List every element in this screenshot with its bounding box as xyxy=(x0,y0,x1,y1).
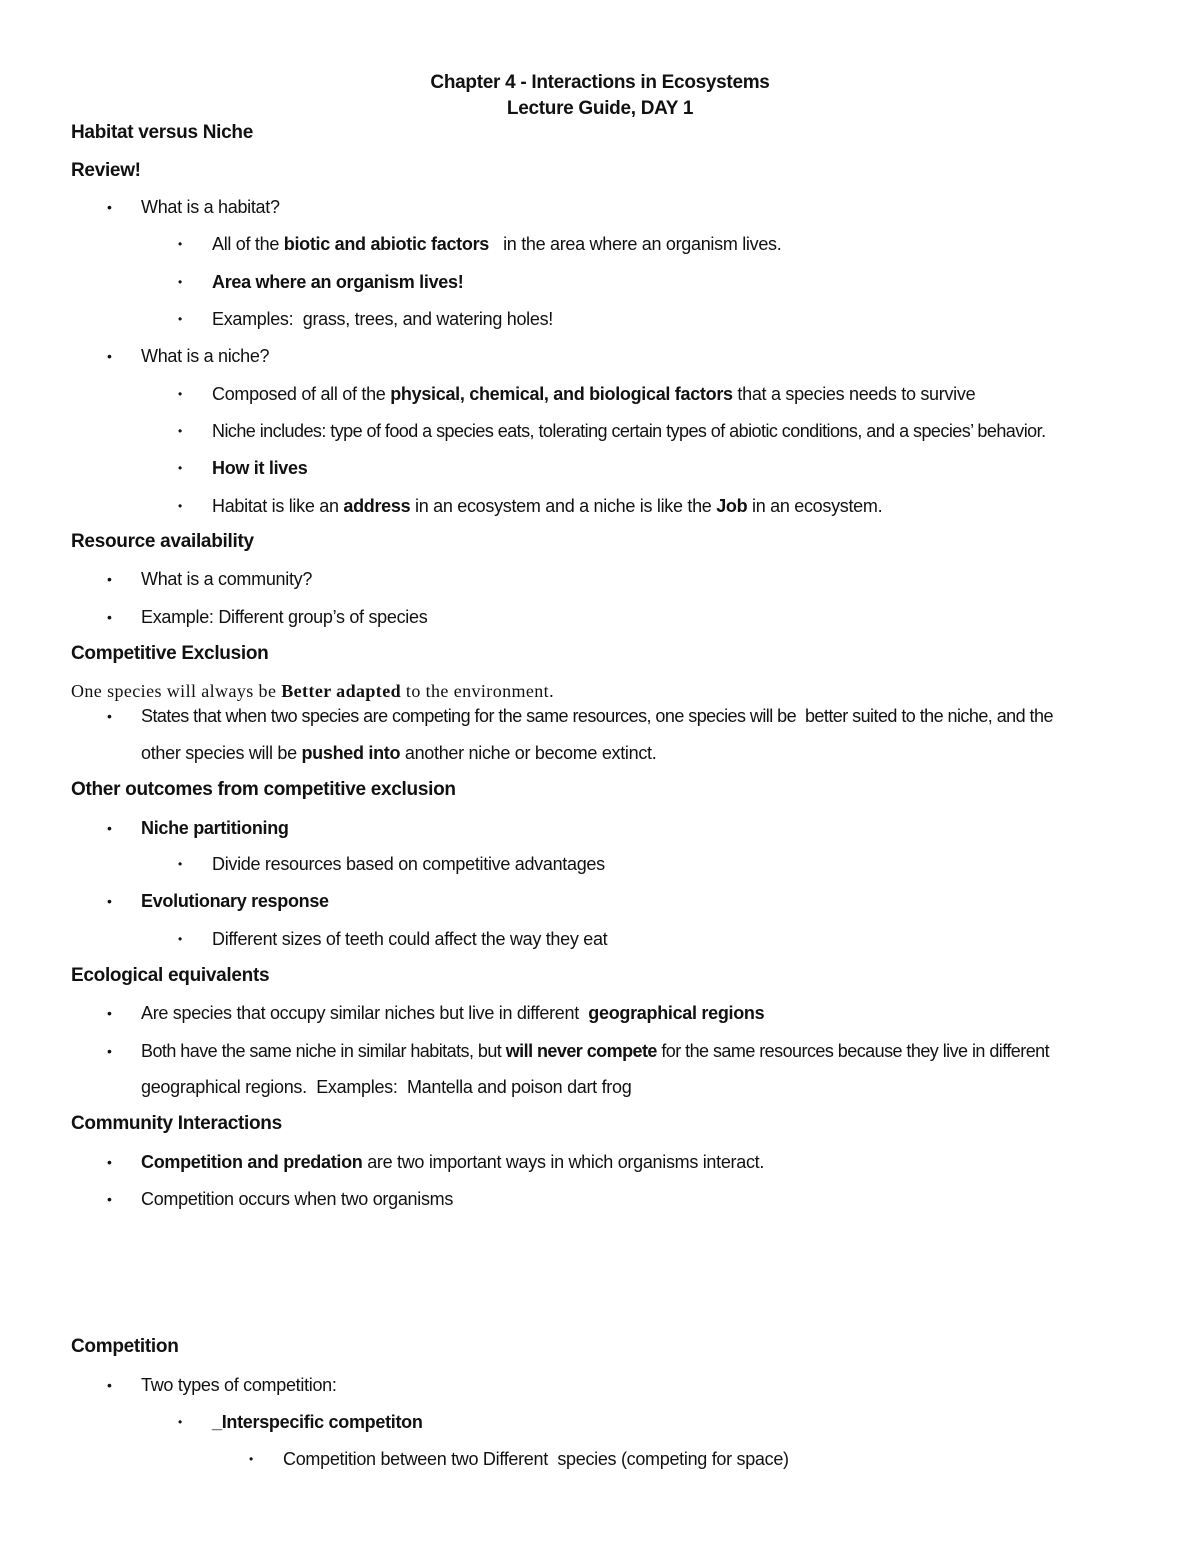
bullet-icon: • xyxy=(107,893,112,909)
bullet-icon: • xyxy=(107,571,112,587)
niche-point-1: Composed of all of the physical, chemical, and biological factors that a species needs to survive xyxy=(212,384,976,404)
bullet-icon: • xyxy=(107,199,112,215)
competitive-exclusion-point-1-line-2: other species will be pushed into another niche or become extinct. xyxy=(141,743,657,763)
habitat-point-2: Area where an organism lives! xyxy=(212,272,464,292)
bullet-icon: • xyxy=(178,424,183,438)
heading-other-outcomes: Other outcomes from competitive exclusion xyxy=(71,779,456,800)
bullet-icon: • xyxy=(178,857,183,871)
bullet-icon: • xyxy=(178,237,183,251)
bullet-icon: • xyxy=(178,1415,183,1429)
outcome-evolutionary-response: Evolutionary response xyxy=(141,891,329,911)
heading-resource-availability: Resource availability xyxy=(71,531,254,552)
resource-point-1: What is a community? xyxy=(141,569,313,589)
competitive-exclusion-lead: One species will always be Better adapted to the environment. xyxy=(71,681,554,701)
bullet-icon: • xyxy=(178,387,183,401)
bullet-icon: • xyxy=(107,1377,112,1393)
document-title-line-2: Lecture Guide, DAY 1 xyxy=(506,98,694,119)
bullet-icon: • xyxy=(107,708,112,724)
bullet-icon: • xyxy=(107,348,112,364)
outcome-niche-partitioning: Niche partitioning xyxy=(141,818,289,838)
question-niche: What is a niche? xyxy=(141,346,270,366)
niche-point-4: Habitat is like an address in an ecosystem and a niche is like the Job in an ecosystem. xyxy=(212,496,883,516)
heading-competitive-exclusion: Competitive Exclusion xyxy=(71,643,269,664)
outcome-niche-partitioning-detail: Divide resources based on competitive advantages xyxy=(212,854,605,874)
bullet-icon: • xyxy=(107,1191,112,1207)
bullet-icon: • xyxy=(178,932,183,946)
heading-habitat-versus-niche: Habitat versus Niche xyxy=(71,122,253,143)
bullet-icon: • xyxy=(178,275,183,289)
competition-point-1: Two types of competition: xyxy=(141,1375,337,1395)
heading-community-interactions: Community Interactions xyxy=(71,1113,282,1134)
bullet-icon: • xyxy=(249,1452,254,1466)
bullet-icon: • xyxy=(178,312,183,326)
bullet-icon: • xyxy=(107,1043,112,1059)
bullet-icon: • xyxy=(178,461,183,475)
resource-point-2: Example: Different group’s of species xyxy=(141,607,428,627)
community-point-1: Competition and predation are two important ways in which organisms interact. xyxy=(141,1152,765,1172)
heading-review: Review! xyxy=(71,160,141,181)
niche-point-2: Niche includes: type of food a species eats, tolerating certain types of abiotic conditions, and a species’ behavior. xyxy=(212,421,1046,441)
competition-interspecific: _Interspecific competiton xyxy=(212,1412,423,1432)
habitat-point-1: All of the biotic and abiotic factors in the area where an organism lives. xyxy=(212,234,782,254)
bullet-icon: • xyxy=(107,1005,112,1021)
heading-competition: Competition xyxy=(71,1336,179,1357)
competition-interspecific-detail: Competition between two Different species (competing for space) xyxy=(283,1449,789,1469)
competitive-exclusion-point-1-line-1: States that when two species are competing for the same resources, one species will be better suited to the niche, and the xyxy=(141,706,1053,726)
heading-ecological-equivalents: Ecological equivalents xyxy=(71,965,270,986)
habitat-point-3: Examples: grass, trees, and watering holes! xyxy=(212,309,553,329)
document-title-line-1: Chapter 4 - Interactions in Ecosystems xyxy=(430,72,770,93)
bullet-icon: • xyxy=(107,1154,112,1170)
bullet-icon: • xyxy=(107,609,112,625)
bullet-icon: • xyxy=(178,499,183,513)
bullet-icon: • xyxy=(107,820,112,836)
question-habitat: What is a habitat? xyxy=(141,197,280,217)
niche-point-3: How it lives xyxy=(212,458,308,478)
ecological-equivalents-point-2-line-1: Both have the same niche in similar habitats, but will never compete for the same resources because they live in different xyxy=(141,1041,1050,1061)
ecological-equivalents-point-2-line-2: geographical regions. Examples: Mantella and poison dart frog xyxy=(141,1077,632,1097)
community-point-2: Competition occurs when two organisms xyxy=(141,1189,454,1209)
outcome-evolutionary-response-detail: Different sizes of teeth could affect the way they eat xyxy=(212,929,608,949)
ecological-equivalents-point-1: Are species that occupy similar niches but live in different geographical regions xyxy=(141,1003,765,1023)
